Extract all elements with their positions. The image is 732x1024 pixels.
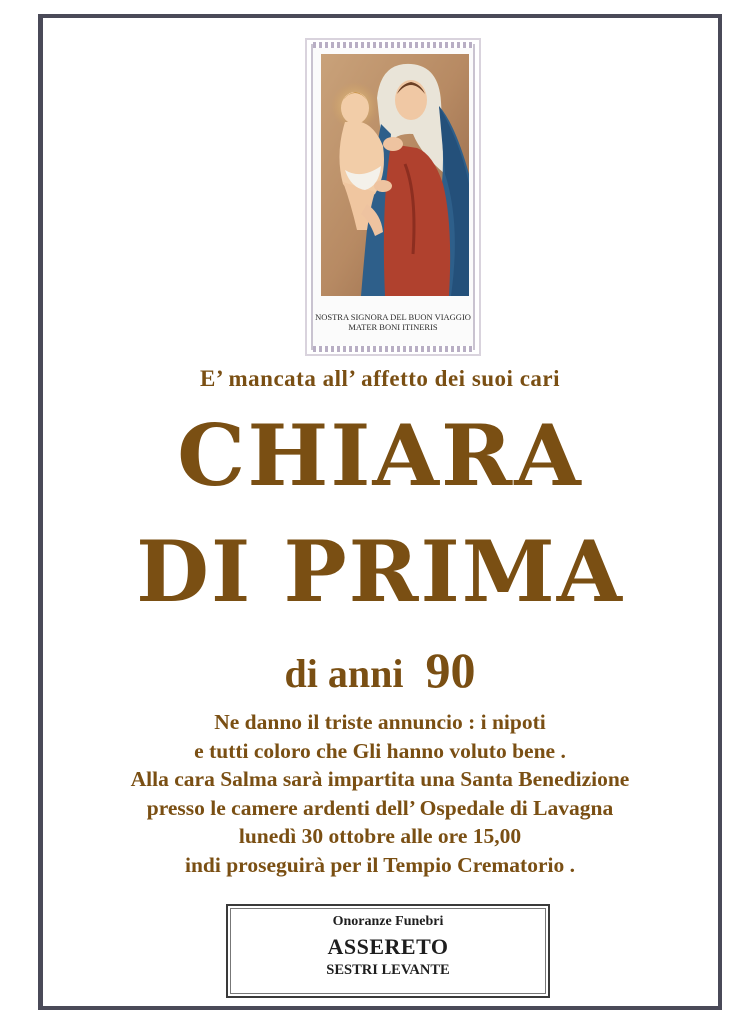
funeral-home-box [226, 904, 550, 998]
card-border-decoration [313, 42, 473, 48]
madonna-and-child-image [321, 54, 469, 296]
holy-card [305, 38, 481, 356]
deceased-first-name: CHIARA [177, 406, 583, 505]
funeral-home-label: Onoranze Funebri [332, 914, 444, 929]
announcement-line: e tutti coloro che Gli hanno voluto bene . [194, 738, 566, 763]
age-prefix: di anni [284, 651, 404, 696]
caption-line: NOSTRA SIGNORA DEL BUON VIAGGIO [315, 312, 471, 322]
deceased-last-name: DI PRIMA [136, 522, 624, 621]
announcement-body [40, 708, 720, 879]
announcement-line: presso le camere ardenti dell’ Ospedale di Lavagna [146, 795, 614, 820]
announcement-line: Alla cara Salma sarà impartita una Santa Benedizione [130, 767, 630, 791]
age-value: 90 [425, 642, 476, 698]
intro-line: E’ mancata all’ affetto dei suoi cari [199, 366, 561, 391]
funeral-home-name: ASSERETO [327, 934, 449, 959]
announcement-line: lunedì 30 ottobre alle ore 15,00 [238, 824, 522, 848]
holy-card-caption [313, 312, 473, 332]
age-line [40, 640, 720, 704]
card-border-decoration [313, 346, 473, 352]
announcement-line: indi proseguirà per il Tempio Crematorio . [184, 852, 575, 877]
announcement-line: Ne danno il triste annuncio : i nipoti [214, 710, 546, 734]
funeral-home-location: SESTRI LEVANTE [326, 962, 450, 978]
caption-line: MATER BONI ITINERIS [348, 322, 438, 332]
